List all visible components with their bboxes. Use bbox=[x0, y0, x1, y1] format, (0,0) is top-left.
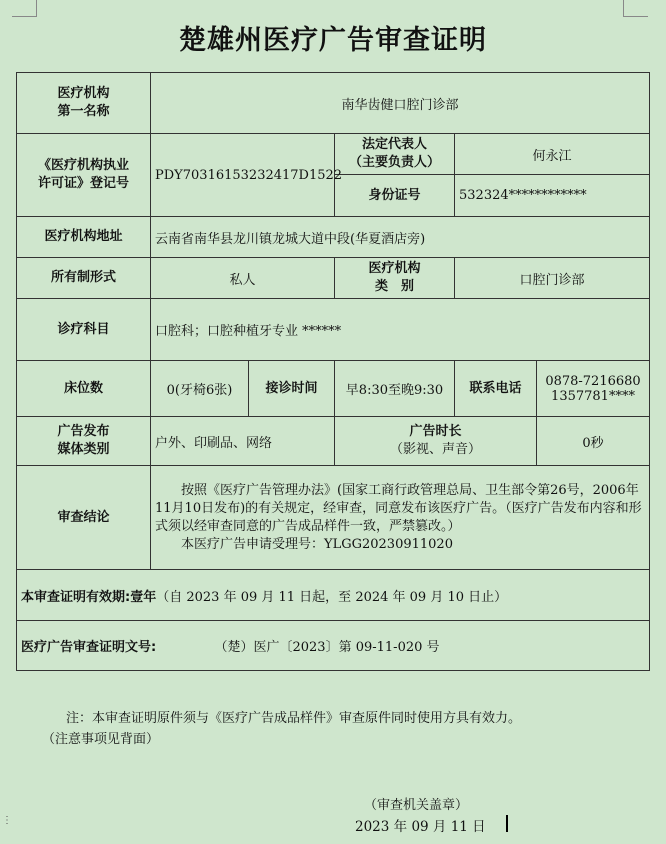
margin-marker: ⋮ bbox=[2, 815, 12, 826]
value-category: 口腔门诊部 bbox=[455, 258, 650, 299]
crop-mark-top-right bbox=[623, 0, 648, 17]
value-beds: 0(牙椅6张) bbox=[151, 361, 249, 417]
label-line: 《医疗机构执业 bbox=[37, 158, 129, 173]
label-beds: 床位数 bbox=[17, 361, 151, 417]
label-institution-name bbox=[17, 73, 151, 134]
validity-value: 壹年 bbox=[130, 589, 157, 605]
value-legal-rep: 何永江 bbox=[455, 134, 650, 175]
value-ownership: 私人 bbox=[151, 258, 335, 299]
value-id-number: 532324************ bbox=[455, 175, 650, 217]
row-media bbox=[17, 417, 650, 466]
value-media: 户外、印刷品、网络 bbox=[151, 417, 335, 466]
footnote bbox=[42, 708, 642, 750]
value-address: 云南省南华县龙川镇龙城大道中段(华夏酒店旁) bbox=[151, 217, 650, 258]
footnote-line-2: （注意事项见背面） bbox=[42, 732, 160, 747]
row-conclusion bbox=[17, 466, 650, 570]
value-phone bbox=[537, 361, 650, 417]
value-duration: 0秒 bbox=[537, 417, 650, 466]
certificate-table bbox=[16, 72, 650, 671]
value-department: 口腔科；口腔种植牙专业 ****** bbox=[151, 299, 650, 361]
seal-placeholder: （审查机关盖章） bbox=[364, 798, 469, 813]
doc-number-value: （楚）医广〔2023〕第 09-11-020 号 bbox=[214, 640, 440, 655]
label-line: 类 别 bbox=[374, 279, 414, 294]
doc-number-cell bbox=[17, 621, 650, 671]
value-conclusion bbox=[151, 466, 650, 570]
label-line: 媒体类别 bbox=[57, 442, 110, 457]
crop-mark-top-left bbox=[12, 0, 37, 17]
label-legal-rep bbox=[335, 134, 455, 175]
label-duration bbox=[335, 417, 537, 466]
conclusion-accept-number: 本医疗广告申请受理号：YLGG20230911020 bbox=[181, 536, 453, 552]
doc-number-label: 医疗广告审查证明文号: bbox=[21, 640, 157, 655]
page-title: 楚雄州医疗广告审查证明 bbox=[179, 25, 487, 56]
row-address bbox=[17, 217, 650, 258]
label-id-number: 身份证号 bbox=[335, 175, 455, 217]
phone-line: 1357781**** bbox=[551, 388, 635, 404]
row-ownership bbox=[17, 258, 650, 299]
row-beds bbox=[17, 361, 650, 417]
label-line: 广告发布 bbox=[57, 424, 110, 439]
text-cursor bbox=[506, 815, 508, 832]
label-category bbox=[335, 258, 455, 299]
row-department bbox=[17, 299, 650, 361]
label-address: 医疗机构地址 bbox=[17, 217, 151, 258]
row-institution-name bbox=[17, 73, 650, 134]
validity-range: （自 2023 年 09 月 11 日起，至 2024 年 09 月 10 日止） bbox=[156, 589, 508, 605]
label-line: （主要负责人） bbox=[348, 155, 440, 170]
row-license-rep bbox=[17, 134, 650, 175]
label-line: 医疗机构 bbox=[57, 86, 110, 101]
label-media bbox=[17, 417, 151, 466]
label-conclusion: 审查结论 bbox=[17, 466, 151, 570]
validity-cell bbox=[17, 570, 650, 621]
label-license bbox=[17, 134, 151, 217]
value-hours: 早8:30至晚9:30 bbox=[335, 361, 455, 417]
issue-date: 2023 年 09 月 11 日 bbox=[355, 819, 486, 835]
value-license: PDY70316153232417D1522 bbox=[151, 134, 335, 217]
row-doc-number bbox=[17, 621, 650, 671]
phone-line: 0878-7216680 bbox=[545, 373, 641, 389]
label-line: 广告时长 bbox=[409, 424, 462, 439]
label-line: 法定代表人 bbox=[361, 137, 427, 152]
label-phone: 联系电话 bbox=[455, 361, 537, 417]
validity-label: 本审查证明有效期: bbox=[21, 589, 131, 605]
label-line: 医疗机构 bbox=[368, 261, 421, 276]
conclusion-text: 按照《医疗广告管理办法》(国家工商行政管理总局、卫生部令第26号，2006年11月10日发布)的有关规定，经审查，同意发布该医疗广告。（医疗广告发布内容和形式须以经审查同意的广告成品样件一致，严禁篡改。） bbox=[155, 482, 642, 534]
value-institution-name: 南华齿健口腔门诊部 bbox=[151, 73, 650, 134]
label-department: 诊疗科目 bbox=[17, 299, 151, 361]
footnote-line-1: 注：本审查证明原件须与《医疗广告成品样件》审查原件同时使用方具有效力。 bbox=[66, 711, 522, 726]
row-validity bbox=[17, 570, 650, 621]
label-line: 许可证》登记号 bbox=[37, 176, 129, 191]
label-line: （影视、声音） bbox=[389, 442, 481, 457]
label-line: 第一名称 bbox=[57, 104, 110, 119]
label-hours: 接诊时间 bbox=[249, 361, 335, 417]
label-ownership: 所有制形式 bbox=[17, 258, 151, 299]
